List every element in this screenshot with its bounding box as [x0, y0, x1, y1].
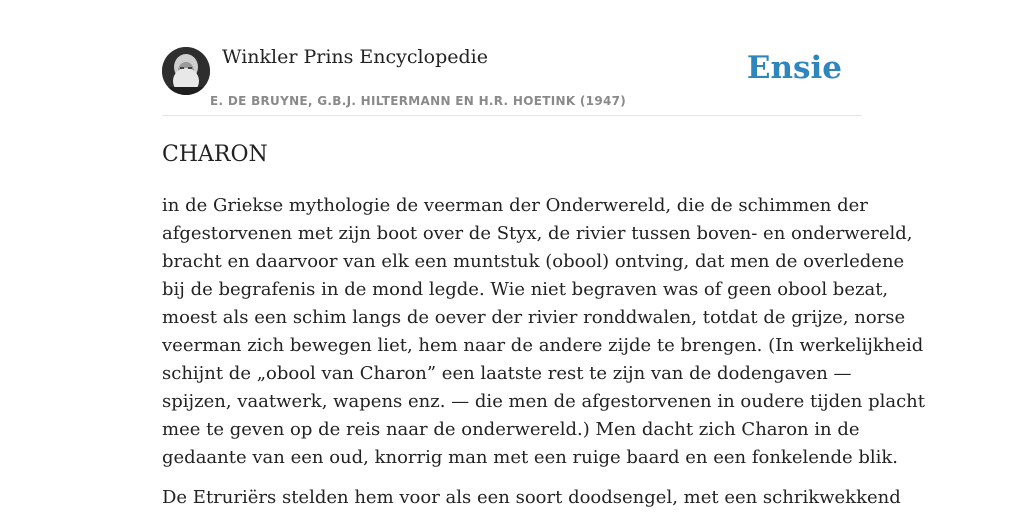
paragraph-line: mee te geven op de reis naar de onderwereld.) Men dacht zich Charon in de: [162, 419, 860, 440]
source-header: [162, 0, 862, 116]
paragraph: [162, 484, 901, 512]
author-avatar[interactable]: [162, 47, 210, 95]
paragraph-line: De Etruriërs stelden hem voor als een soort doodsengel, met een schrikwekkend: [162, 487, 901, 508]
paragraph-line: bij de begrafenis in de mond legde. Wie niet begraven was of geen obool bezat,: [162, 279, 889, 300]
article-container: [162, 0, 925, 508]
paragraph-line: bracht en daarvoor van elk een muntstuk (obool) ontving, dat men de overledene: [162, 251, 905, 272]
entry-title: CHARON: [162, 142, 268, 167]
paragraph-line: schijnt de „obool van Charon” een laatste rest te zijn van de dodengaven —: [162, 363, 852, 384]
ensie-logo-link[interactable]: Ensie: [746, 50, 842, 86]
entry-body: [162, 192, 925, 512]
paragraph-line: veerman zich bewegen liet, hem naar de andere zijde te brengen. (In werkelijkheid: [162, 335, 924, 356]
portrait-icon: [162, 47, 210, 95]
source-title[interactable]: Winkler Prins Encyclopedie: [222, 46, 488, 68]
source-authors: E. DE BRUYNE, G.B.J. HILTERMANN EN H.R. HOETINK (1947): [210, 94, 627, 108]
paragraph-line: moest als een schim langs de oever der rivier ronddwalen, totdat de grijze, norse: [162, 307, 906, 328]
paragraph: [162, 192, 925, 472]
paragraph-line: in de Griekse mythologie de veerman der Onderwereld, die de schimmen der: [162, 195, 868, 216]
paragraph-line: spijzen, vaatwerk, wapens enz. — die men de afgestorvenen in oudere tijden placht: [162, 391, 925, 412]
paragraph-line: afgestorvenen met zijn boot over de Styx, de rivier tussen boven- en onderwereld,: [162, 223, 913, 244]
paragraph-line: gedaante van een oud, knorrig man met een ruige baard en een fonkelende blik.: [162, 447, 899, 468]
